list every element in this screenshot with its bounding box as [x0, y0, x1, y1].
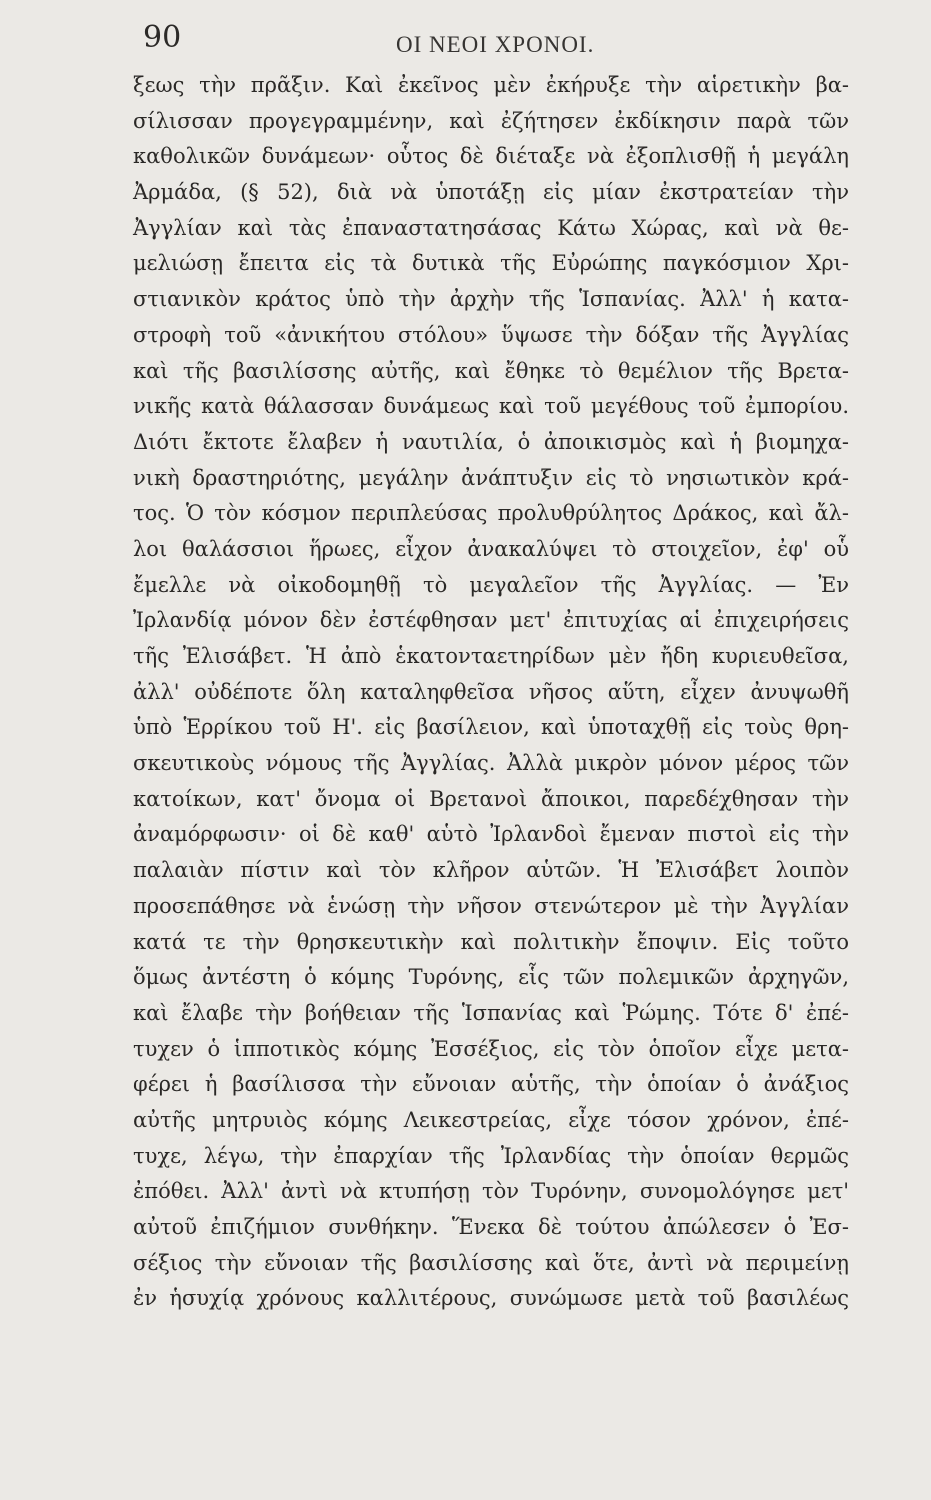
text-line: Ἰρλανδίᾳ μόνον δὲν ἐστέφθησαν μετ' ἐπιτυχίας αἱ ἐπιχειρήσεις: [133, 608, 849, 633]
text-line: ἐπόθει. Ἀλλ' ἀντὶ νὰ κτυπήσῃ τὸν Τυρόνην, συνομολόγησε μετ': [133, 1179, 849, 1204]
text-line: τυχεν ὁ ἱπποτικὸς κόμης Ἐσσέξιος, εἰς τὸν ὁποῖον εἶχε μετα-: [133, 1036, 849, 1061]
text-line: Διότι ἔκτοτε ἔλαβεν ἡ ναυτιλία, ὁ ἀποικισμὸς καὶ ἡ βιομηχα-: [133, 429, 849, 454]
text-line: σέξιος τὴν εὔνοιαν τῆς βασιλίσσης καὶ ὅτε, ἀντὶ νὰ περιμείνῃ: [133, 1250, 849, 1275]
text-line: Ἀγγλίαν καὶ τὰς ἐπαναστατησάσας Κάτω Χώρας, καὶ νὰ θε-: [133, 215, 849, 240]
text-line: κατοίκων, κατ' ὄνομα οἱ Βρετανοὶ ἄποικοι, παρεδέχθησαν τὴν: [133, 786, 849, 811]
text-line: ἀναμόρφωσιν· οἱ δὲ καθ' αὑτὸ Ἰρλανδοὶ ἔμεναν πιστοὶ εἰς τὴν: [133, 822, 849, 847]
text-line: προσεπάθησε νὰ ἑνώσῃ τὴν νῆσον στενώτερον μὲ τὴν Ἀγγλίαν: [133, 893, 849, 918]
text-line: λοι θαλάσσιοι ἥρωες, εἶχον ἀνακαλύψει τὸ στοιχεῖον, ἐφ' οὗ: [133, 536, 849, 561]
text-line: στροφὴ τοῦ «ἀνικήτου στόλου» ὕψωσε τὴν δόξαν τῆς Ἀγγλίας: [133, 322, 849, 347]
body-text: [133, 68, 849, 1317]
text-line: φέρει ἡ βασίλισσα τὴν εὔνοιαν αὑτῆς, τὴν ὁποίαν ὁ ἀνάξιος: [133, 1072, 849, 1097]
text-line: αὐτοῦ ἐπιζήμιον συνθήκην. Ἕνεκα δὲ τούτου ἀπώλεσεν ὁ Ἐσ-: [133, 1215, 849, 1239]
text-line: μελιώσῃ ἔπειτα εἰς τὰ δυτικὰ τῆς Εὐρώπης παγκόσμιον Χρι-: [133, 251, 849, 276]
text-line: καθολικῶν δυνάμεων· οὗτος δὲ διέταξε νὰ ἐξοπλισθῇ ἡ μεγάλη: [133, 144, 849, 169]
text-line: παλαιὰν πίστιν καὶ τὸν κλῆρον αὑτῶν. Ἡ Ἐλισάβετ λοιπὸν: [133, 858, 849, 883]
text-line: καὶ ἔλαβε τὴν βοήθειαν τῆς Ἱσπανίας καὶ Ῥώμης. Τότε δ' ἐπέ-: [133, 1000, 849, 1025]
text-line: Ἀρμάδα, (§ 52), διὰ νὰ ὑποτάξῃ εἰς μίαν ἐκστρατείαν τὴν: [133, 180, 849, 205]
text-line: τος. Ὁ τὸν κόσμον περιπλεύσας προλυθρύλητος Δράκος, καὶ ἄλ-: [133, 501, 849, 526]
text-line: κατά τε τὴν θρησκευτικὴν καὶ πολιτικὴν ἔποψιν. Εἰς τοῦτο: [133, 929, 849, 954]
text-line: στιανικὸν κράτος ὑπὸ τὴν ἀρχὴν τῆς Ἱσπανίας. Ἀλλ' ἡ κατα-: [133, 287, 849, 312]
text-line: ξεως τὴν πρᾶξιν. Καὶ ἐκεῖνος μὲν ἐκήρυξε τὴν αἱρετικὴν βα-: [133, 73, 849, 97]
text-line: ἔμελλε νὰ οἰκοδομηθῇ τὸ μεγαλεῖον τῆς Ἀγγλίας. — Ἐν: [133, 572, 849, 597]
text-line: τῆς Ἐλισάβετ. Ἡ ἀπὸ ἑκατονταετηρίδων μὲν ἤδη κυριευθεῖσα,: [133, 644, 849, 668]
running-title: ΟΙ ΝΕΟΙ ΧΡΟΝΟΙ.: [396, 32, 595, 57]
text-line: ὅμως ἀντέστη ὁ κόμης Τυρόνης, εἷς τῶν πολεμικῶν ἀρχηγῶν,: [133, 965, 849, 990]
text-line: αὐτῆς μητρυιὸς κόμης Λεικεστρείας, εἶχε τόσον χρόνον, ἐπέ-: [133, 1107, 849, 1132]
text-line: νικῆς κατὰ θάλασσαν δυνάμεως καὶ τοῦ μεγέθους τοῦ ἐμπορίου.: [133, 394, 849, 419]
text-line: νικὴ δραστηριότης, μεγάλην ἀνάπτυξιν εἰς τὸ νησιωτικὸν κρά-: [133, 465, 849, 490]
text-line: ἐν ἡσυχίᾳ χρόνους καλλιτέρους, συνώμωσε μετὰ τοῦ βασιλέως: [133, 1286, 849, 1311]
page-number: 90: [143, 20, 182, 55]
page-header: [0, 14, 931, 64]
text-line: σίλισσαν προγεγραμμένην, καὶ ἐζήτησεν ἐκδίκησιν παρὰ τῶν: [133, 108, 849, 133]
text-line: ὑπὸ Ἑρρίκου τοῦ Η'. εἰς βασίλειον, καὶ ὑποταχθῇ εἰς τοὺς θρη-: [133, 715, 849, 740]
text-line: τυχε, λέγω, τὴν ἐπαρχίαν τῆς Ἰρλανδίας τὴν ὁποίαν θερμῶς: [133, 1143, 849, 1168]
text-line: ἀλλ' οὐδέποτε ὅλη καταληφθεῖσα νῆσος αὕτη, εἶχεν ἀνυψωθῆ: [133, 679, 849, 704]
text-line: καὶ τῆς βασιλίσσης αὐτῆς, καὶ ἔθηκε τὸ θεμέλιον τῆς Βρετα-: [133, 358, 849, 383]
text-line: σκευτικοὺς νόμους τῆς Ἀγγλίας. Ἀλλὰ μικρὸν μόνον μέρος τῶν: [133, 751, 849, 776]
